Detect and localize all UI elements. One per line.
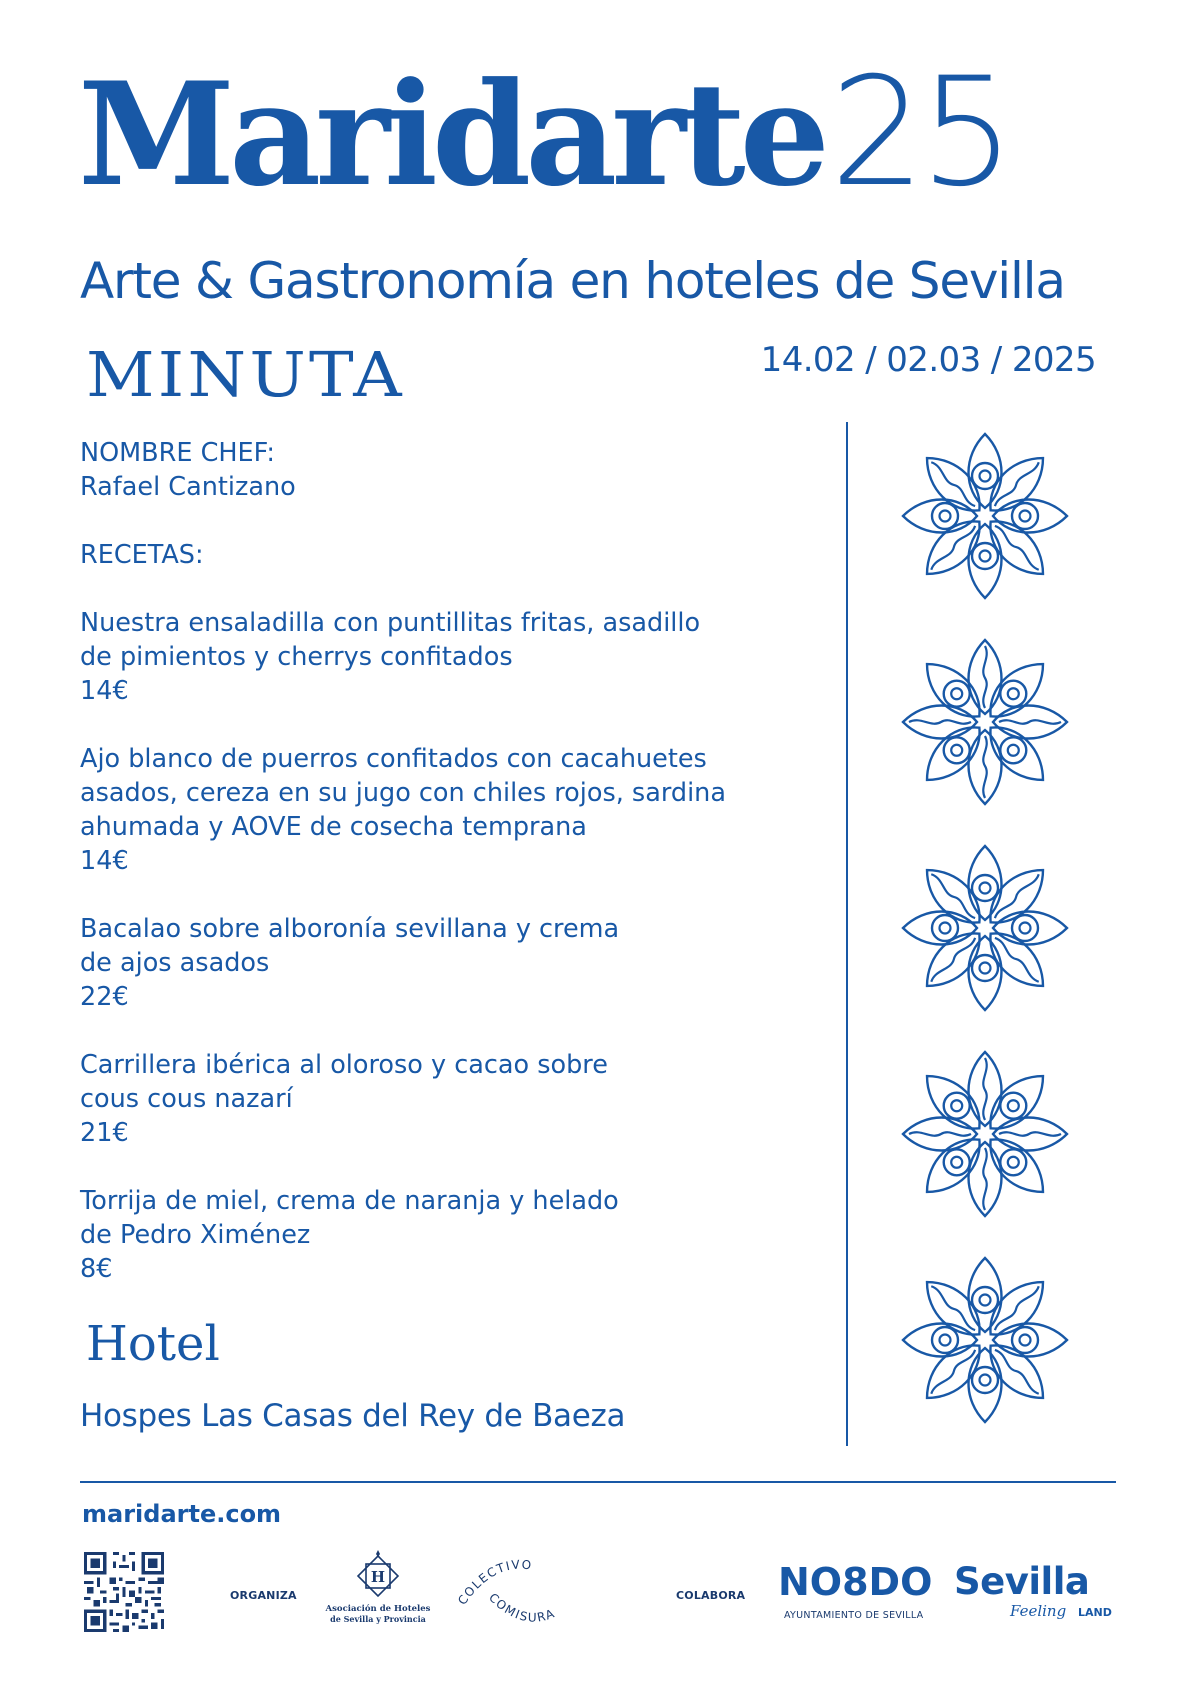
flower-ornament-icon: [870, 414, 1100, 1454]
event-dates: 14.02 / 02.03 / 2025: [760, 340, 1096, 380]
section-title: MINUTA: [86, 338, 405, 411]
recipe-name: Ajo blanco de puerros confitados con cacahuetes asados, cereza en su jugo con chiles rojos, sardina ahumada y AOVE de cosecha temprana: [80, 744, 726, 842]
asociacion-line2: de Sevilla y Provincia: [330, 1614, 426, 1624]
subtitle: Arte & Gastronomía en hoteles de Sevilla: [80, 252, 1065, 310]
edition-year: 25: [830, 46, 1009, 220]
nodo-logo: NO8DO: [778, 1560, 933, 1604]
recipe-name: Nuestra ensaladilla con puntillitas fritas, asadillo de pimientos y cherrys confitados: [80, 608, 701, 672]
sevilla-logo: Sevilla: [954, 1560, 1090, 1603]
page-title: [78, 46, 1009, 220]
recipe-item: [80, 742, 780, 878]
chef-name: Rafael Cantizano: [80, 472, 296, 502]
svg-text:COMISURA: [486, 1590, 557, 1624]
brand-name: Maridarte: [78, 52, 824, 218]
qr-code-icon[interactable]: [84, 1552, 164, 1632]
sevilla-feeling-text: Feeling: [1010, 1602, 1067, 1620]
organiza-label: ORGANIZA: [230, 1589, 297, 1602]
asociacion-hoteles-logo: [318, 1548, 438, 1624]
recipe-price: 22€: [80, 982, 129, 1012]
recipe-name: Bacalao sobre alboronía sevillana y crema de ajos asados: [80, 914, 620, 978]
colectivo-bottom-text: COMISURA: [485, 1590, 558, 1625]
asociacion-hoteles-logo-icon: [350, 1548, 406, 1600]
chef-label: NOMBRE CHEF:: [80, 438, 275, 468]
vertical-divider: [846, 422, 848, 1446]
colectivo-top-text: COLECTIVO: [455, 1557, 534, 1608]
recipe-price: 8€: [80, 1254, 113, 1284]
recipe-name: Torrija de miel, crema de naranja y helado de Pedro Ximénez: [80, 1186, 619, 1250]
recipe-item: [80, 912, 780, 1014]
recipe-item: [80, 1048, 780, 1150]
sevilla-land-text: LAND: [1078, 1606, 1112, 1619]
asociacion-line1: Asociación de Hoteles: [325, 1604, 431, 1614]
hotel-heading: Hotel: [86, 1316, 220, 1372]
footer-divider: [80, 1481, 1116, 1483]
website-link[interactable]: maridarte.com: [82, 1500, 282, 1528]
recipe-item: [80, 606, 780, 708]
recipe-price: 14€: [80, 846, 129, 876]
recipe-list: [80, 606, 780, 1286]
colectivo-comisura-logo-icon: [450, 1546, 590, 1636]
recipe-item: [80, 1184, 780, 1286]
recipes-label: RECETAS:: [80, 540, 204, 570]
recipe-name: Carrillera ibérica al oloroso y cacao sobre cous cous nazarí: [80, 1050, 608, 1114]
ayuntamiento-label: AYUNTAMIENTO DE SEVILLA: [784, 1610, 924, 1621]
recipe-price: 14€: [80, 676, 129, 706]
svg-text:H: H: [370, 1568, 386, 1586]
hotel-name: Hospes Las Casas del Rey de Baeza: [80, 1398, 626, 1434]
menu-content: [80, 436, 780, 1320]
recipe-price: 21€: [80, 1118, 129, 1148]
colabora-label: COLABORA: [676, 1589, 746, 1602]
